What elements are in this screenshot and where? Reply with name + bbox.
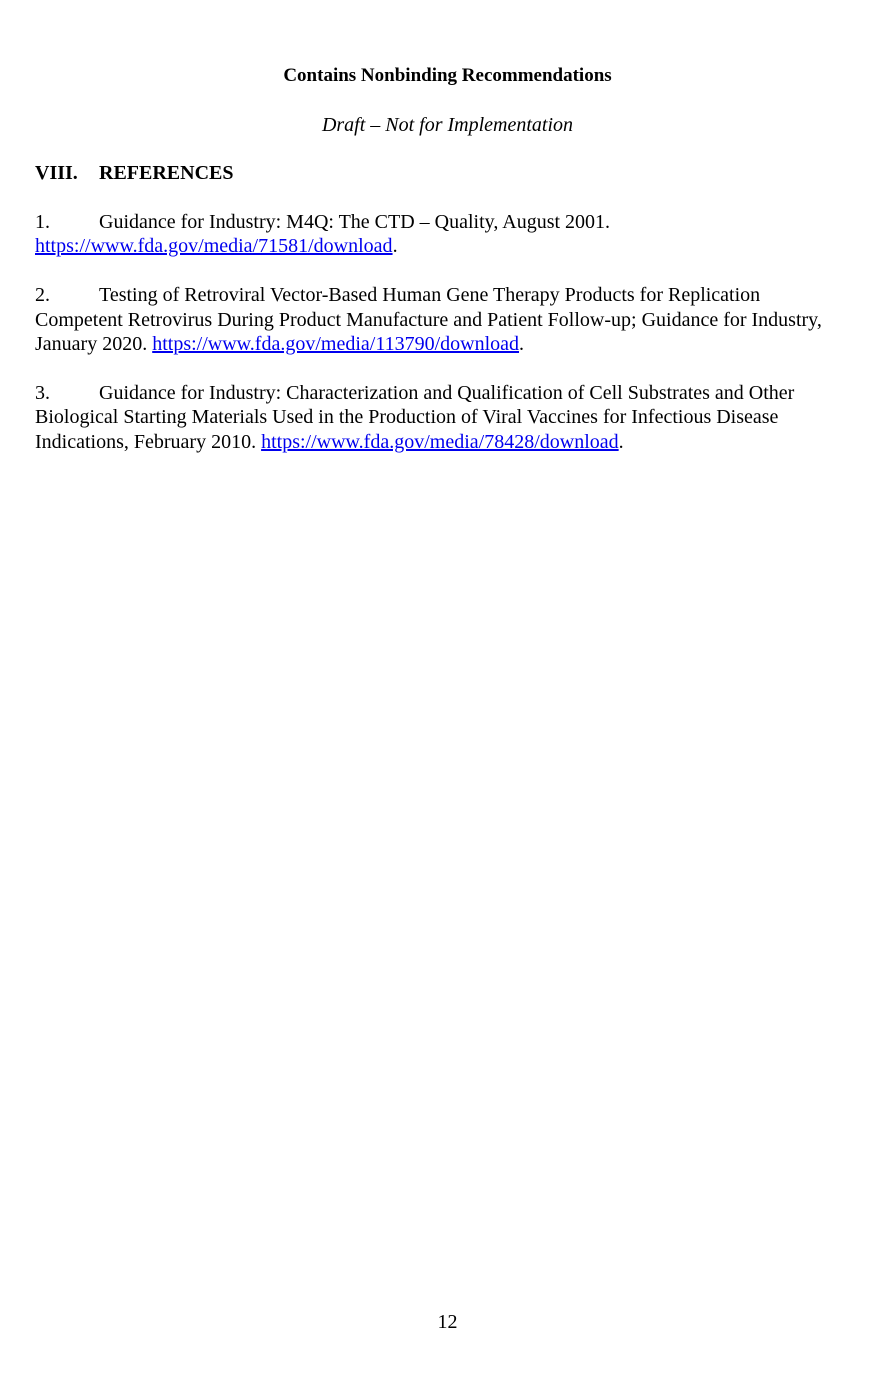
reference-text: Guidance for Industry: M4Q: The CTD – Quality, August 2001. bbox=[99, 211, 611, 233]
section-heading bbox=[35, 161, 233, 185]
reference-link[interactable]: https://www.fda.gov/media/113790/download bbox=[152, 333, 520, 356]
section-number: VIII. bbox=[35, 162, 78, 184]
reference-trailing: . bbox=[618, 430, 624, 453]
reference-item bbox=[35, 210, 850, 259]
draft-notice: Draft – Not for Implementation bbox=[321, 114, 574, 136]
reference-link[interactable]: https://www.fda.gov/media/71581/download bbox=[35, 235, 393, 258]
page-number: 12 bbox=[437, 1311, 458, 1333]
reference-trailing: . bbox=[392, 235, 398, 258]
references-list bbox=[35, 210, 850, 478]
reference-trailing: . bbox=[519, 333, 525, 356]
reference-number: 2. bbox=[35, 284, 50, 307]
document-header: Contains Nonbinding Recommendations bbox=[283, 65, 612, 86]
reference-text: Testing of Retroviral Vector-Based Human Gene Therapy Products for Replication Competent Retrovirus During Product Manufacture and Patient Follow-up; Guidance for Industry, January 2020. bbox=[35, 284, 822, 356]
reference-item bbox=[35, 283, 850, 356]
reference-text: Guidance for Industry: Characterization and Qualification of Cell Substrates and Other Biological Starting Materials Used in the Production of Viral Vaccines for Infectious Disease Indications, February 2010. bbox=[35, 381, 795, 453]
reference-link[interactable]: https://www.fda.gov/media/78428/download bbox=[261, 430, 619, 453]
section-title: REFERENCES bbox=[99, 162, 234, 184]
reference-number: 1. bbox=[35, 211, 50, 233]
reference-item bbox=[35, 381, 850, 454]
reference-number: 3. bbox=[35, 381, 50, 404]
